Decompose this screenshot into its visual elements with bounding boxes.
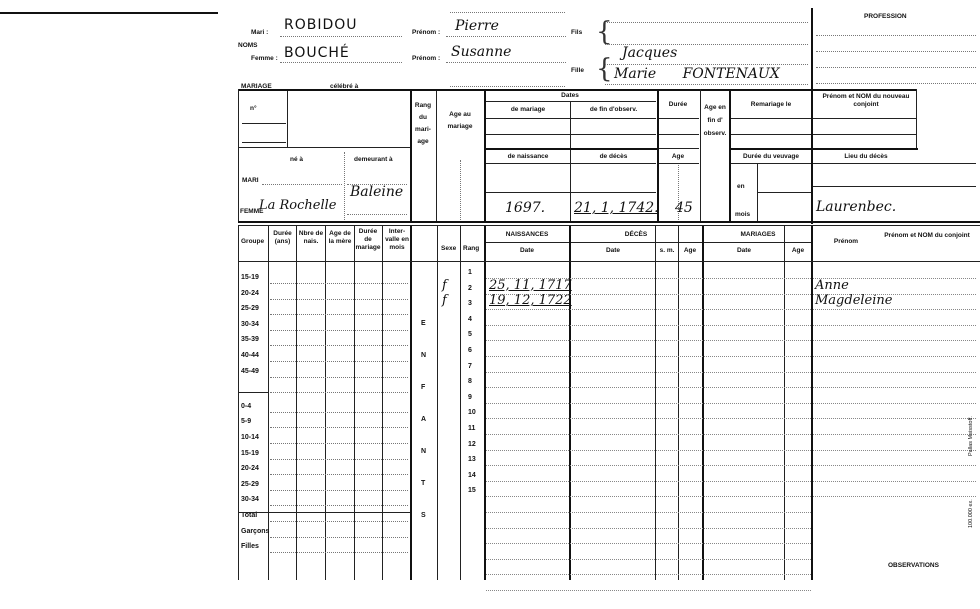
veuvage-rule-2 xyxy=(757,192,811,193)
rank-extra-line xyxy=(486,574,811,575)
mariage-bottom-rule-1 xyxy=(238,221,980,223)
column-rule xyxy=(238,226,239,580)
duree-agefin-divider xyxy=(700,89,701,222)
dates-sub-rule-4 xyxy=(486,192,656,193)
prenom-row-line xyxy=(813,387,976,388)
femme-row-label: FEMME xyxy=(240,208,264,215)
dates-sub-rule-1 xyxy=(486,118,656,119)
fille-brace: { xyxy=(596,54,613,84)
column-rule xyxy=(437,226,438,580)
sm-header: s. m. xyxy=(659,247,675,254)
sexe-header: Sexe xyxy=(441,245,457,252)
column-rule xyxy=(382,226,383,580)
rank-row-line xyxy=(486,325,811,326)
dates-sub-rule-2 xyxy=(486,134,656,135)
remariage-rule-2 xyxy=(731,134,811,135)
nbre-naiss-header: Nbre de nais. xyxy=(298,230,324,245)
mar-age-header: Age xyxy=(791,247,805,254)
age-fin-label: Age en fin d' observ. xyxy=(703,104,727,137)
conjoint-rule-2 xyxy=(813,134,916,135)
mariage-bottom-rule-2 xyxy=(238,225,980,226)
nouveau-conjoint-label: Prénom et NOM du nouveau conjoint xyxy=(822,93,910,108)
rank-number: 15 xyxy=(468,487,476,495)
femme-prenom-line xyxy=(446,62,566,63)
mariage-label: MARIAGE xyxy=(241,83,272,90)
mari-name-line xyxy=(280,36,402,37)
de-naissance-label: de naissance xyxy=(507,153,549,160)
fils-brace: { xyxy=(596,17,613,47)
no-label: n° xyxy=(250,105,257,112)
demeurant-label: demeurant à xyxy=(354,156,393,163)
en-label: en xyxy=(737,183,745,190)
deces-date-header: Date xyxy=(605,247,621,254)
lieu-rule-2 xyxy=(813,186,976,187)
rang-label: Rang du mari- age xyxy=(414,102,432,145)
remariage-label: Remariage le xyxy=(750,101,792,108)
conjoint-rule-1 xyxy=(813,118,916,119)
femme-deces-value: 21, 1, 1742. xyxy=(574,200,659,216)
groupe-header: Groupe xyxy=(241,238,265,245)
rank-extra-line xyxy=(486,559,811,560)
naissances-subrule xyxy=(486,242,569,243)
mariages-subrule xyxy=(704,242,811,243)
profession-line-3 xyxy=(816,67,976,68)
duree-rule-3 xyxy=(659,148,699,149)
rank-number: 11 xyxy=(468,425,476,432)
rank-row-line xyxy=(486,450,811,451)
rank-row-line xyxy=(486,465,811,466)
column-rule xyxy=(325,226,326,580)
mari-prenom-line xyxy=(446,36,566,37)
rank-extra-line xyxy=(486,512,811,513)
column-rule xyxy=(460,226,461,580)
rank-row-line xyxy=(486,481,811,482)
femme-prenom: Susanne xyxy=(451,44,512,60)
fille-value: Marie FONTENAUX xyxy=(614,66,780,82)
group-label: 5-9 xyxy=(241,418,252,426)
mari-row-label: MARI xyxy=(242,177,259,184)
no-line-2 xyxy=(242,142,286,143)
mariage-sub-rule xyxy=(238,147,410,148)
rang-age-divider xyxy=(436,91,437,222)
group-row-line xyxy=(270,505,408,506)
group-label: 40-44 xyxy=(241,352,259,359)
no-divider xyxy=(287,91,288,147)
profession-line-4 xyxy=(816,83,976,84)
femme-name: BOUCHÉ xyxy=(284,45,350,61)
rank-row-line xyxy=(486,309,811,310)
group-row-line xyxy=(270,537,408,538)
rank-row-line xyxy=(486,434,811,435)
femme-age-value: 45 xyxy=(675,200,693,216)
rank-extra-line xyxy=(486,590,811,591)
duree-rule-2 xyxy=(659,134,699,135)
mariages-header: MARIAGES xyxy=(740,231,776,238)
fils-value: Jacques xyxy=(622,45,678,61)
group-row-line xyxy=(270,392,408,393)
margin-rule xyxy=(0,12,218,14)
femme-name-line xyxy=(280,62,402,63)
rank-row-line xyxy=(486,340,811,341)
femme-lieu-deces-value: Laurenbec. xyxy=(816,199,897,215)
group-label: 15-19 xyxy=(241,449,259,457)
deces-age-header: Age xyxy=(683,247,697,254)
group-label: 30-34 xyxy=(241,496,259,504)
group-row-line xyxy=(270,361,408,362)
dates-sub-rule-3 xyxy=(486,163,656,164)
group-row-line xyxy=(270,474,408,475)
femme-label: Femme : xyxy=(251,55,278,62)
femme-prenom-label: Prénom : xyxy=(412,55,441,62)
fils-label: Fils xyxy=(571,29,583,36)
header-rule xyxy=(238,261,980,262)
prenom-row-line xyxy=(813,434,976,435)
mariage-block-right-top xyxy=(811,89,916,91)
enfants-letter: F xyxy=(421,384,426,391)
child-birth-date: 25, 11, 1717 xyxy=(489,277,572,293)
de-mariage-label: de mariage xyxy=(510,106,546,113)
column-rule xyxy=(410,226,412,580)
rank-extra-line xyxy=(486,528,811,529)
section-rule xyxy=(238,392,268,393)
prenom-row-line xyxy=(813,340,976,341)
group-row-line xyxy=(270,552,408,553)
ne-a-label: né à xyxy=(290,156,304,163)
observations-label: OBSERVATIONS xyxy=(888,562,939,569)
rank-row-line xyxy=(486,403,811,404)
enfants-letter: T xyxy=(421,480,426,487)
prenom-bottom-line xyxy=(450,86,565,87)
mariage-top-rule xyxy=(238,89,811,91)
age-col-label: Age xyxy=(671,153,685,160)
group-label: 30-34 xyxy=(241,320,259,328)
rank-row-line xyxy=(486,356,811,357)
femme-ne-value: La Rochelle xyxy=(259,198,337,213)
rank-row-line xyxy=(486,387,811,388)
prenom-row-line xyxy=(813,465,976,466)
lieu-deces-label: Lieu du décès xyxy=(844,153,888,160)
rang-header: Rang xyxy=(463,245,480,252)
group-label: 10-14 xyxy=(241,434,259,441)
group-row-line xyxy=(270,345,408,346)
rank-number: 13 xyxy=(468,456,476,464)
edition-note: 100.000 ex. xyxy=(968,499,974,528)
duree-ans-header: Durée (ans) xyxy=(273,230,292,245)
profession-label: PROFESSION xyxy=(864,13,907,20)
naiss-date-header: Date xyxy=(519,247,535,254)
fils-line-1 xyxy=(605,22,808,23)
age-mere-header: Age de la mère xyxy=(328,230,352,245)
rank-number: 3 xyxy=(468,300,472,308)
group-label: Garçons xyxy=(241,527,270,535)
deces-subrule xyxy=(571,242,702,243)
fille-label: Fille xyxy=(571,67,585,74)
rank-number: 1 xyxy=(468,269,472,276)
femme-demeurant-line xyxy=(347,214,407,215)
rank-number: 8 xyxy=(468,378,472,386)
mari-ne-line xyxy=(262,184,342,185)
prenom-row-line xyxy=(813,403,976,404)
deces-header: DÉCÈS xyxy=(624,231,648,238)
child-sexe: f xyxy=(442,277,447,293)
fin-obs-label: de fin d'observ. xyxy=(589,106,638,113)
group-row-line xyxy=(270,521,408,522)
fille-line-2 xyxy=(605,84,808,85)
profession-line-1 xyxy=(816,35,976,36)
rank-number: 4 xyxy=(468,315,472,323)
fille-line-1 xyxy=(605,64,808,65)
age-col-rule xyxy=(659,163,699,164)
prenom-row-line xyxy=(813,496,976,497)
demeurant-mari-value: Baleine xyxy=(350,184,404,200)
prenom-row-line xyxy=(813,481,976,482)
group-label: 15-19 xyxy=(241,274,259,281)
celebre-label: célébré à xyxy=(330,83,359,90)
mari-name: ROBIDOU xyxy=(284,17,358,33)
rank-row-line xyxy=(486,372,811,373)
dates-label: Dates xyxy=(561,92,579,99)
group-row-line xyxy=(270,443,408,444)
group-label: Total xyxy=(241,512,258,519)
group-label: 20-24 xyxy=(241,289,259,297)
de-deces-label: de décès xyxy=(599,153,628,160)
column-rule xyxy=(354,226,355,580)
rank-extra-line xyxy=(486,543,811,544)
group-row-line xyxy=(270,427,408,428)
group-row-line xyxy=(270,314,408,315)
veuvage-rule xyxy=(731,163,811,164)
prenom-row-line xyxy=(813,325,976,326)
rank-row-line xyxy=(486,418,811,419)
prenom-row-line xyxy=(813,418,976,419)
rank-number: 7 xyxy=(468,362,472,370)
enfants-letter: E xyxy=(421,320,426,327)
duree-label: Durée xyxy=(668,101,688,108)
enfants-letter: N xyxy=(421,448,427,455)
group-label: 45-49 xyxy=(241,367,259,375)
child-sexe: f xyxy=(442,293,447,309)
duree-mariage-header: Durée de mariage xyxy=(355,228,381,251)
group-label: 25-29 xyxy=(241,480,259,488)
noms-label: NOMS xyxy=(238,42,258,49)
rank-number: 10 xyxy=(468,409,476,417)
intervalle-header: Inter- valle en mois xyxy=(385,228,409,251)
printer-note: Pallas Meisstoff. xyxy=(968,416,974,456)
no-line-1 xyxy=(242,123,286,124)
dates-rule xyxy=(486,101,656,102)
mari-prenom-label: Prénom : xyxy=(412,29,441,36)
child-prenom: Anne xyxy=(815,277,849,293)
mois-label: mois xyxy=(735,211,751,218)
group-row-line xyxy=(270,490,408,491)
group-row-line xyxy=(270,412,408,413)
prenom-row-line xyxy=(813,372,976,373)
lieu-rule-1 xyxy=(813,163,976,164)
profession-divider xyxy=(811,8,813,224)
child-prenom: Magdeleine xyxy=(815,293,893,309)
rank-row-line xyxy=(486,496,811,497)
rank-number: 6 xyxy=(468,347,472,354)
duree-rule-1 xyxy=(659,118,699,119)
column-rule xyxy=(296,226,297,580)
group-label: 35-39 xyxy=(241,336,259,344)
rank-number: 2 xyxy=(468,284,472,292)
rank-number: 5 xyxy=(468,331,472,339)
group-row-line xyxy=(270,299,408,300)
enfants-letter: S xyxy=(421,512,426,519)
prenom-top-line xyxy=(450,12,565,13)
rank-number: 12 xyxy=(468,440,476,448)
group-label: 25-29 xyxy=(241,305,259,313)
conjoint-right-border xyxy=(916,89,917,149)
profession-line-2 xyxy=(816,51,976,52)
group-row-line xyxy=(270,377,408,378)
remariage-rule-1 xyxy=(731,118,811,119)
group-row-line xyxy=(270,330,408,331)
enfants-letter: N xyxy=(421,352,427,359)
child-birth-date: 19, 12, 1722 xyxy=(489,293,572,309)
group-label: 20-24 xyxy=(241,465,259,473)
age-label: Age au mariage xyxy=(447,111,473,130)
femme-naissance-value: 1697. xyxy=(505,200,546,216)
mariage-left-border xyxy=(238,89,239,222)
ne-demeurant-divider xyxy=(344,152,345,222)
prenom-header: Prénom xyxy=(833,238,859,245)
group-label: 0-4 xyxy=(241,402,252,410)
mar-date-header: Date xyxy=(736,247,752,254)
group-label: Filles xyxy=(241,543,259,551)
total-rule xyxy=(238,512,410,513)
naissances-header: NAISSANCES xyxy=(505,231,549,238)
conjoint-rule-3 xyxy=(811,148,918,150)
rank-number: 14 xyxy=(468,471,476,479)
dates-mid-divider xyxy=(570,101,571,222)
prenom-row-line xyxy=(813,309,976,310)
group-row-line xyxy=(270,459,408,460)
dates-duree-divider xyxy=(657,89,659,222)
remariage-rule-3 xyxy=(729,148,811,150)
mari-prenom: Pierre xyxy=(455,18,499,34)
rank-number: 9 xyxy=(468,393,472,401)
enfants-letter: A xyxy=(421,416,427,423)
group-row-line xyxy=(270,283,408,284)
age-mid-dots xyxy=(460,160,461,220)
conjoint-header: Prénom et NOM du conjoint xyxy=(884,232,970,239)
mari-label: Mari : xyxy=(251,29,269,36)
prenom-row-line xyxy=(813,356,976,357)
veuvage-label: Durée du veuvage xyxy=(743,153,799,160)
dates-mid-rule xyxy=(484,148,658,150)
prenom-row-line xyxy=(813,450,976,451)
